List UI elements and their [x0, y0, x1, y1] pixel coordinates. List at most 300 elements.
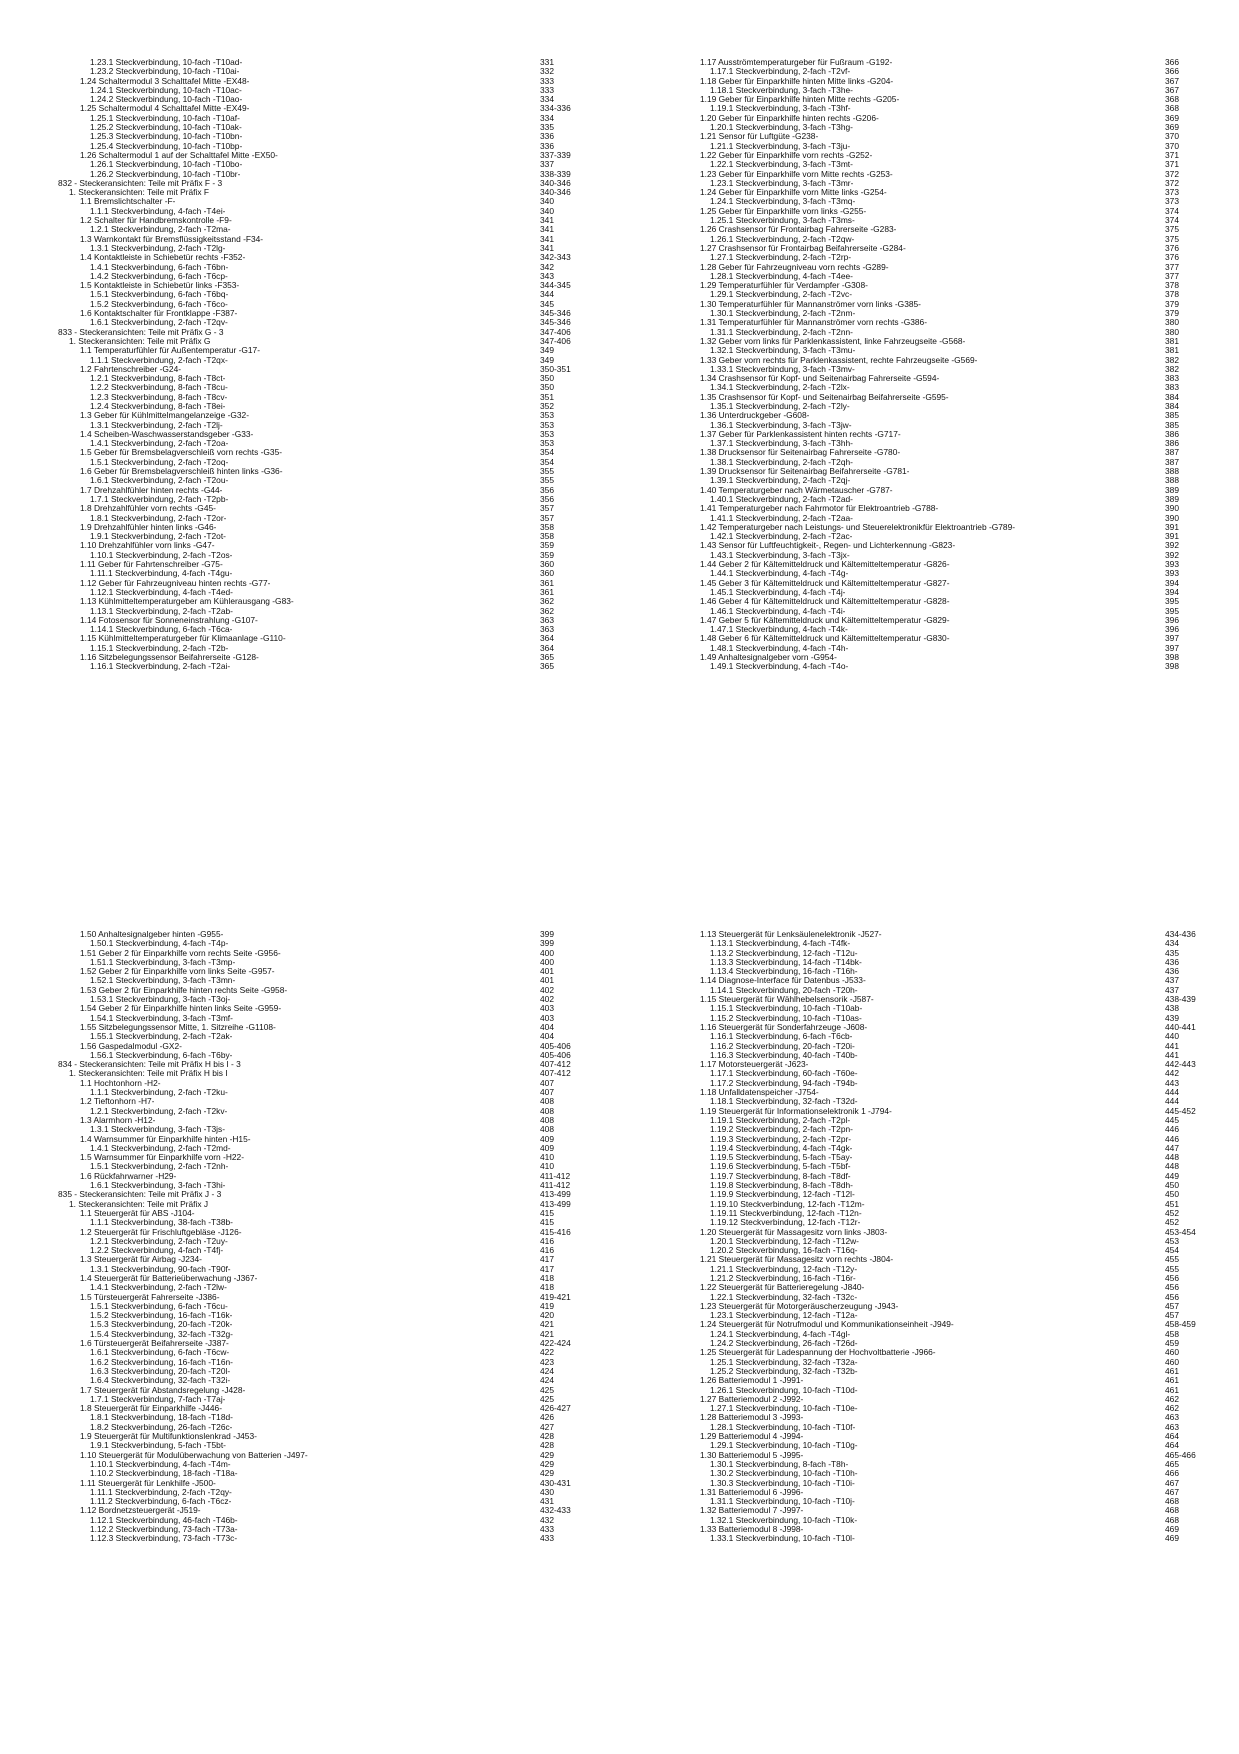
toc-entry[interactable] — [58, 458, 598, 467]
toc-entry[interactable] — [678, 1423, 1218, 1432]
toc-entry[interactable] — [58, 1200, 598, 1209]
toc-entry[interactable] — [678, 337, 1218, 346]
toc-entry[interactable] — [58, 67, 598, 76]
toc-entry[interactable] — [58, 625, 598, 634]
toc-entry[interactable] — [678, 949, 1218, 958]
toc-entry[interactable] — [58, 272, 598, 281]
toc-entry[interactable] — [678, 634, 1218, 643]
toc-entry[interactable] — [678, 1348, 1218, 1357]
toc-entry[interactable] — [678, 532, 1218, 541]
toc-entry[interactable] — [58, 393, 598, 402]
toc-entry[interactable] — [678, 77, 1218, 86]
toc-entry[interactable] — [678, 476, 1218, 485]
toc-entry[interactable] — [58, 532, 598, 541]
toc-entry[interactable] — [58, 1042, 598, 1051]
toc-entry[interactable] — [58, 551, 598, 560]
toc-entry-title: 1.25.3 Steckverbindung, 10-fach -T10bn- — [90, 132, 243, 142]
toc-entry[interactable] — [678, 1525, 1218, 1534]
toc-entry[interactable] — [58, 207, 598, 216]
toc-entry[interactable] — [58, 197, 598, 206]
toc-entry[interactable] — [678, 930, 1218, 939]
toc-entry[interactable] — [678, 1367, 1218, 1376]
toc-entry[interactable] — [678, 1330, 1218, 1339]
toc-entry[interactable] — [678, 976, 1218, 985]
toc-entry[interactable] — [678, 207, 1218, 216]
toc-entry[interactable] — [678, 1004, 1218, 1013]
toc-entry[interactable] — [678, 58, 1218, 67]
toc-entry[interactable] — [678, 1265, 1218, 1274]
toc-entry[interactable] — [678, 272, 1218, 281]
toc-entry[interactable] — [678, 1339, 1218, 1348]
toc-entry[interactable] — [58, 132, 598, 141]
toc-entry-page: 465 — [1165, 1458, 1179, 1469]
toc-entry[interactable] — [678, 1413, 1218, 1422]
toc-entry[interactable] — [58, 1283, 598, 1292]
toc-entry-title: 1.30 Temperaturfühler für Mannanströmer vorn links -G385- — [700, 299, 921, 309]
toc-entry-page: 340 — [540, 205, 554, 216]
toc-entry[interactable] — [58, 225, 598, 234]
toc-entry[interactable] — [58, 1497, 598, 1506]
toc-entry[interactable] — [58, 1516, 598, 1525]
toc-entry[interactable] — [58, 337, 598, 346]
toc-entry[interactable] — [678, 653, 1218, 662]
toc-entry[interactable] — [678, 551, 1218, 560]
toc-entry[interactable] — [58, 114, 598, 123]
toc-entry[interactable] — [58, 644, 598, 653]
toc-entry[interactable] — [58, 949, 598, 958]
toc-entry[interactable] — [678, 523, 1218, 532]
toc-entry[interactable] — [678, 1358, 1218, 1367]
toc-entry[interactable] — [678, 430, 1218, 439]
toc-entry[interactable] — [678, 67, 1218, 76]
toc-entry[interactable] — [58, 1218, 598, 1227]
toc-entry[interactable] — [58, 1432, 598, 1441]
toc-entry[interactable] — [58, 504, 598, 513]
toc-entry[interactable] — [58, 1181, 598, 1190]
toc-entry[interactable] — [678, 1181, 1218, 1190]
toc-entry-page: 441 — [1165, 1049, 1179, 1060]
toc-entry[interactable] — [678, 1153, 1218, 1162]
toc-entry-page: 374 — [1165, 215, 1179, 226]
toc-entry-title: 1.6.4 Steckverbindung, 32-fach -T32i- — [90, 1376, 231, 1386]
toc-entry[interactable] — [58, 1172, 598, 1181]
toc-entry[interactable] — [58, 1237, 598, 1246]
toc-entry[interactable] — [678, 188, 1218, 197]
toc-entry[interactable] — [58, 1525, 598, 1534]
toc-entry[interactable] — [58, 579, 598, 588]
toc-entry[interactable] — [678, 1079, 1218, 1088]
toc-entry[interactable] — [58, 1386, 598, 1395]
toc-entry[interactable] — [678, 421, 1218, 430]
toc-entry[interactable] — [678, 374, 1218, 383]
toc-entry[interactable] — [678, 1451, 1218, 1460]
toc-entry[interactable] — [678, 625, 1218, 634]
toc-entry[interactable] — [678, 365, 1218, 374]
toc-entry[interactable] — [58, 967, 598, 976]
toc-entry[interactable] — [58, 1302, 598, 1311]
toc-entry[interactable] — [58, 476, 598, 485]
toc-entry-page: 438-439 — [1165, 994, 1196, 1005]
toc-entry[interactable] — [58, 1107, 598, 1116]
toc-entry[interactable] — [678, 560, 1218, 569]
toc-entry[interactable] — [58, 1209, 598, 1218]
toc-entry[interactable] — [678, 309, 1218, 318]
toc-entry[interactable] — [678, 1441, 1218, 1450]
toc-entry[interactable] — [58, 1311, 598, 1320]
toc-entry[interactable] — [58, 995, 598, 1004]
toc-entry[interactable] — [58, 1423, 598, 1432]
toc-entry[interactable] — [58, 244, 598, 253]
toc-entry[interactable] — [678, 1516, 1218, 1525]
toc-entry[interactable] — [678, 281, 1218, 290]
toc-entry[interactable] — [678, 328, 1218, 337]
toc-entry[interactable] — [678, 1320, 1218, 1329]
toc-entry-page: 343 — [540, 270, 554, 281]
toc-entry[interactable] — [58, 1274, 598, 1283]
toc-entry[interactable] — [678, 1069, 1218, 1078]
toc-entry[interactable] — [58, 160, 598, 169]
toc-entry[interactable] — [58, 290, 598, 299]
toc-entry[interactable] — [678, 1107, 1218, 1116]
toc-entry[interactable] — [678, 179, 1218, 188]
toc-entry[interactable] — [678, 1135, 1218, 1144]
toc-entry[interactable] — [678, 253, 1218, 262]
toc-entry[interactable] — [678, 1116, 1218, 1125]
toc-entry[interactable] — [678, 1209, 1218, 1218]
toc-entry-title: 1.4.2 Steckverbindung, 6-fach -T6cp- — [90, 271, 228, 281]
toc-entry[interactable] — [58, 1116, 598, 1125]
toc-entry[interactable] — [58, 374, 598, 383]
toc-entry[interactable] — [58, 1367, 598, 1376]
toc-entry-title: 1.50 Anhaltesignalgeber hinten -G955- — [80, 930, 224, 939]
toc-entry[interactable] — [58, 514, 598, 523]
toc-entry[interactable] — [678, 346, 1218, 355]
toc-entry[interactable] — [58, 1488, 598, 1497]
toc-entry[interactable] — [678, 1311, 1218, 1320]
toc-entry[interactable] — [58, 104, 598, 113]
toc-entry[interactable] — [678, 958, 1218, 967]
toc-entry[interactable] — [58, 123, 598, 132]
toc-entry[interactable] — [58, 1320, 598, 1329]
toc-entry[interactable] — [58, 1228, 598, 1237]
toc-entry[interactable] — [678, 402, 1218, 411]
toc-entry-title: 1.3.1 Steckverbindung, 3-fach -T3js- — [90, 1125, 225, 1135]
toc-entry[interactable] — [678, 1200, 1218, 1209]
toc-entry[interactable] — [58, 523, 598, 532]
toc-entry[interactable] — [58, 402, 598, 411]
toc-entry[interactable] — [678, 1162, 1218, 1171]
toc-entry[interactable] — [678, 1506, 1218, 1515]
toc-entry[interactable] — [678, 1190, 1218, 1199]
toc-entry[interactable] — [678, 1144, 1218, 1153]
toc-entry[interactable] — [58, 588, 598, 597]
toc-entry[interactable] — [678, 1488, 1218, 1497]
toc-entry[interactable] — [678, 467, 1218, 476]
toc-entry[interactable] — [678, 300, 1218, 309]
toc-entry[interactable] — [678, 1283, 1218, 1292]
toc-entry-page: 405-406 — [540, 1040, 571, 1051]
toc-entry[interactable] — [58, 1088, 598, 1097]
toc-entry[interactable] — [678, 495, 1218, 504]
toc-entry[interactable] — [678, 1097, 1218, 1106]
toc-entry[interactable] — [58, 95, 598, 104]
toc-entry-title: 1.5 Warnsummer für Einparkhilfe vorn -H22- — [80, 1153, 244, 1163]
toc-entry[interactable] — [678, 1246, 1218, 1255]
toc-entry[interactable] — [58, 421, 598, 430]
toc-entry[interactable] — [678, 439, 1218, 448]
toc-entry[interactable] — [678, 1014, 1218, 1023]
toc-entry[interactable] — [678, 1432, 1218, 1441]
toc-entry[interactable] — [58, 1339, 598, 1348]
toc-entry[interactable] — [58, 1451, 598, 1460]
toc-entry[interactable] — [678, 263, 1218, 272]
toc-entry[interactable] — [58, 1125, 598, 1134]
toc-entry[interactable] — [678, 318, 1218, 327]
toc-entry[interactable] — [678, 995, 1218, 1004]
toc-entry[interactable] — [58, 958, 598, 967]
toc-entry[interactable] — [678, 486, 1218, 495]
toc-entry-page: 458 — [1165, 1328, 1179, 1339]
toc-entry[interactable] — [678, 616, 1218, 625]
toc-entry[interactable] — [58, 930, 598, 939]
toc-entry[interactable] — [678, 1042, 1218, 1051]
toc-entry[interactable] — [678, 588, 1218, 597]
toc-entry-page: 366 — [1165, 66, 1179, 77]
toc-entry[interactable] — [58, 653, 598, 662]
toc-entry-title: 1.6.1 Steckverbindung, 2-fach -T2ou- — [90, 476, 229, 486]
toc-entry[interactable] — [678, 597, 1218, 606]
toc-entry[interactable] — [58, 1441, 598, 1450]
toc-entry[interactable] — [678, 1302, 1218, 1311]
toc-entry[interactable] — [58, 939, 598, 948]
toc-entry[interactable] — [678, 123, 1218, 132]
toc-entry[interactable] — [58, 253, 598, 262]
toc-entry[interactable] — [58, 1004, 598, 1013]
toc-entry[interactable] — [58, 1404, 598, 1413]
toc-entry[interactable] — [58, 365, 598, 374]
toc-entry[interactable] — [58, 58, 598, 67]
toc-entry[interactable] — [58, 1479, 598, 1488]
toc-entry[interactable] — [58, 662, 598, 671]
toc-entry[interactable] — [678, 1404, 1218, 1413]
toc-entry[interactable] — [678, 235, 1218, 244]
toc-entry[interactable] — [58, 430, 598, 439]
toc-entry[interactable] — [58, 1265, 598, 1274]
toc-entry[interactable] — [58, 346, 598, 355]
toc-entry-page: 345-346 — [540, 317, 571, 328]
toc-entry[interactable] — [678, 1125, 1218, 1134]
toc-entry[interactable] — [58, 1097, 598, 1106]
toc-entry[interactable] — [678, 1228, 1218, 1237]
toc-entry[interactable] — [678, 411, 1218, 420]
toc-entry[interactable] — [58, 976, 598, 985]
toc-entry[interactable] — [58, 439, 598, 448]
toc-entry[interactable] — [678, 104, 1218, 113]
toc-entry[interactable] — [678, 662, 1218, 671]
toc-entry-title: 1.34.1 Steckverbindung, 2-fach -T2lx- — [710, 383, 850, 393]
toc-entry[interactable] — [58, 86, 598, 95]
toc-entry[interactable] — [58, 328, 598, 337]
toc-entry[interactable] — [58, 486, 598, 495]
toc-entry[interactable] — [58, 541, 598, 550]
toc-entry[interactable] — [678, 95, 1218, 104]
toc-entry[interactable] — [58, 986, 598, 995]
toc-entry[interactable] — [58, 1144, 598, 1153]
toc-entry[interactable] — [58, 1534, 598, 1543]
toc-entry[interactable] — [678, 1088, 1218, 1097]
toc-entry[interactable] — [678, 86, 1218, 95]
toc-entry[interactable] — [58, 1190, 598, 1199]
toc-entry[interactable] — [58, 1348, 598, 1357]
toc-entry[interactable] — [678, 393, 1218, 402]
toc-entry[interactable] — [58, 1330, 598, 1339]
toc-entry[interactable] — [678, 114, 1218, 123]
toc-entry[interactable] — [678, 1534, 1218, 1543]
toc-entry[interactable] — [58, 616, 598, 625]
toc-entry[interactable] — [58, 1506, 598, 1515]
toc-entry-title: 1.2 Tieftonhorn -H7- — [80, 1097, 155, 1107]
toc-entry[interactable] — [678, 569, 1218, 578]
toc-entry[interactable] — [58, 560, 598, 569]
toc-entry[interactable] — [58, 77, 598, 86]
toc-entry[interactable] — [678, 383, 1218, 392]
toc-entry[interactable] — [58, 1255, 598, 1264]
toc-entry[interactable] — [58, 467, 598, 476]
toc-entry[interactable] — [678, 607, 1218, 616]
toc-entry[interactable] — [58, 1060, 598, 1069]
toc-entry[interactable] — [58, 1460, 598, 1469]
toc-entry[interactable] — [58, 448, 598, 457]
toc-entry[interactable] — [58, 1135, 598, 1144]
toc-entry[interactable] — [678, 1386, 1218, 1395]
toc-entry[interactable] — [678, 1479, 1218, 1488]
toc-entry[interactable] — [678, 1032, 1218, 1041]
toc-entry[interactable] — [678, 216, 1218, 225]
toc-entry[interactable] — [678, 244, 1218, 253]
toc-entry[interactable] — [678, 458, 1218, 467]
toc-entry[interactable] — [58, 1153, 598, 1162]
toc-entry[interactable] — [58, 300, 598, 309]
toc-entry[interactable] — [678, 225, 1218, 234]
toc-entry-page: 417 — [540, 1254, 554, 1265]
toc-entry[interactable] — [678, 1051, 1218, 1060]
toc-entry[interactable] — [678, 514, 1218, 523]
toc-entry[interactable] — [58, 263, 598, 272]
toc-entry[interactable] — [58, 1358, 598, 1367]
toc-entry[interactable] — [678, 1293, 1218, 1302]
toc-entry-title: 1.17.1 Steckverbindung, 2-fach -T2vf- — [710, 67, 851, 77]
toc-entry[interactable] — [678, 1469, 1218, 1478]
toc-entry[interactable] — [58, 1246, 598, 1255]
toc-entry[interactable] — [58, 318, 598, 327]
toc-entry[interactable] — [678, 142, 1218, 151]
toc-entry[interactable] — [58, 383, 598, 392]
toc-entry[interactable] — [678, 1172, 1218, 1181]
toc-entry-page: 333 — [540, 75, 554, 86]
toc-entry[interactable] — [58, 607, 598, 616]
toc-entry-page: 377 — [1165, 261, 1179, 272]
toc-entry[interactable] — [678, 1460, 1218, 1469]
toc-entry[interactable] — [58, 1069, 598, 1078]
toc-entry[interactable] — [678, 967, 1218, 976]
toc-entry-page: 452 — [1165, 1207, 1179, 1218]
toc-entry[interactable] — [678, 504, 1218, 513]
toc-entry[interactable] — [678, 1376, 1218, 1385]
toc-entry[interactable] — [58, 1032, 598, 1041]
toc-entry-title: 1.19.12 Steckverbindung, 12-fach -T12r- — [710, 1218, 861, 1228]
toc-entry[interactable] — [58, 634, 598, 643]
toc-entry[interactable] — [678, 132, 1218, 141]
toc-entry[interactable] — [58, 411, 598, 420]
toc-entry[interactable] — [678, 197, 1218, 206]
toc-entry[interactable] — [678, 160, 1218, 169]
toc-entry[interactable] — [58, 1376, 598, 1385]
toc-entry[interactable] — [58, 188, 598, 197]
toc-entry[interactable] — [678, 579, 1218, 588]
toc-entry[interactable] — [678, 1218, 1218, 1227]
toc-entry[interactable] — [678, 1497, 1218, 1506]
toc-entry[interactable] — [58, 1293, 598, 1302]
toc-entry[interactable] — [678, 356, 1218, 365]
toc-entry-page: 399 — [540, 938, 554, 949]
toc-entry-page: 432 — [540, 1514, 554, 1525]
toc-entry[interactable] — [58, 216, 598, 225]
toc-entry-title: 1.1 Temperaturfühler für Außentemperatur -G17- — [80, 346, 260, 356]
toc-entry[interactable] — [58, 1469, 598, 1478]
toc-entry[interactable] — [58, 179, 598, 188]
toc-entry-title: 1.32.1 Steckverbindung, 3-fach -T3mu- — [710, 346, 856, 356]
toc-entry[interactable] — [678, 151, 1218, 160]
toc-entry[interactable] — [58, 1051, 598, 1060]
toc-entry[interactable] — [678, 986, 1218, 995]
toc-entry-title: 1.39.1 Steckverbindung, 2-fach -T2qj- — [710, 476, 851, 486]
toc-entry[interactable] — [678, 448, 1218, 457]
toc-entry[interactable] — [58, 495, 598, 504]
toc-entry[interactable] — [58, 1079, 598, 1088]
toc-entry[interactable] — [58, 170, 598, 179]
toc-entry[interactable] — [58, 151, 598, 160]
toc-entry[interactable] — [58, 1023, 598, 1032]
toc-entry[interactable] — [678, 939, 1218, 948]
toc-entry[interactable] — [58, 1395, 598, 1404]
toc-entry-title: 1.41 Temperaturgeber nach Fahrmotor für Elektroantrieb -G788- — [700, 504, 939, 514]
toc-entry[interactable] — [678, 541, 1218, 550]
toc-entry[interactable] — [678, 290, 1218, 299]
toc-entry[interactable] — [58, 281, 598, 290]
toc-entry[interactable] — [58, 1162, 598, 1171]
toc-entry[interactable] — [58, 1413, 598, 1422]
toc-entry-page: 363 — [540, 614, 554, 625]
toc-entry[interactable] — [58, 597, 598, 606]
toc-entry[interactable] — [58, 142, 598, 151]
toc-entry[interactable] — [678, 1060, 1218, 1069]
toc-entry-page: 421 — [540, 1319, 554, 1330]
toc-entry[interactable] — [678, 1237, 1218, 1246]
toc-entry[interactable] — [58, 356, 598, 365]
toc-entry[interactable] — [678, 1274, 1218, 1283]
toc-entry[interactable] — [58, 1014, 598, 1023]
toc-entry[interactable] — [58, 309, 598, 318]
toc-entry-title: 1.26.1 Steckverbindung, 10-fach -T10bo- — [90, 160, 243, 170]
toc-entry[interactable] — [678, 1255, 1218, 1264]
toc-entry-title: 1.44.1 Steckverbindung, 4-fach -T4g- — [710, 569, 849, 579]
toc-entry[interactable] — [678, 170, 1218, 179]
toc-entry[interactable] — [678, 1395, 1218, 1404]
toc-entry[interactable] — [678, 1023, 1218, 1032]
toc-entry[interactable] — [678, 644, 1218, 653]
toc-entry[interactable] — [58, 235, 598, 244]
toc-entry[interactable] — [58, 569, 598, 578]
